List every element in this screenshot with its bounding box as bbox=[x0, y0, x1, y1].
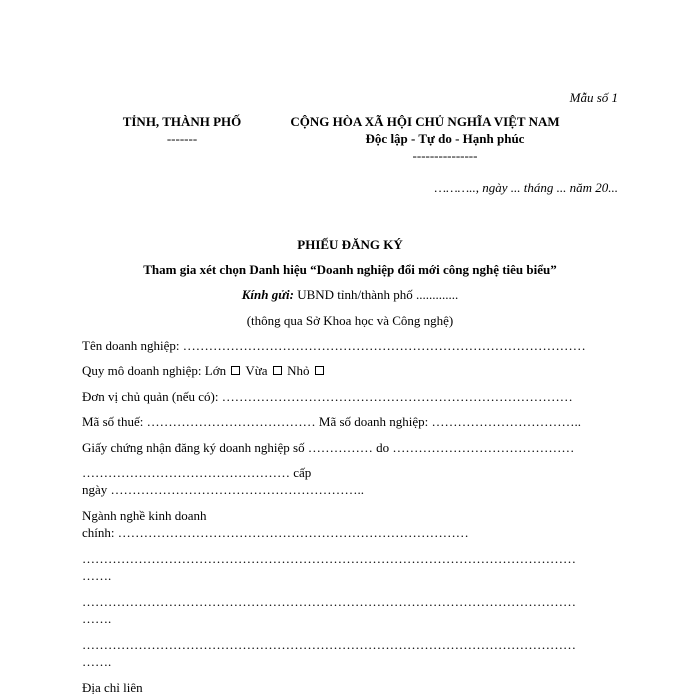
registration-cert-issuer: ………………………………………… cấp bbox=[82, 465, 312, 480]
address-label: Địa chỉ liên bbox=[82, 680, 143, 695]
recipient-line bbox=[0, 287, 700, 303]
scale-large-checkbox[interactable] bbox=[231, 366, 240, 375]
dotted-line: ……. bbox=[82, 611, 112, 626]
form-title: PHIẾU ĐĂNG KÝ bbox=[297, 237, 403, 252]
dotted-line: …………………………………………………………………………………………………… bbox=[82, 637, 576, 652]
form-number: Mẫu số 1 bbox=[569, 90, 618, 105]
date-line: ……….., ngày ... tháng ... năm 20... bbox=[434, 180, 618, 195]
governing-unit-field: Đơn vị chủ quản (nếu có): ……………………………………………………………………… bbox=[82, 389, 573, 404]
tax-code-field: Mã số thuế: ………………………………… Mã số doanh nghiệp: …………………………….. bbox=[82, 414, 582, 429]
motto-divider: --------------- bbox=[412, 148, 478, 163]
via-note: (thông qua Sở Khoa học và Công nghệ) bbox=[246, 313, 454, 328]
scale-medium-label: Vừa bbox=[245, 363, 268, 378]
scale-label: Quy mô doanh nghiệp: Lớn bbox=[82, 363, 227, 378]
province-divider: ------- bbox=[166, 131, 198, 146]
company-scale-field bbox=[82, 363, 326, 379]
business-label: Ngành nghề kinh doanh bbox=[82, 508, 207, 523]
recipient-value: UBND tỉnh/thành phố ............. bbox=[297, 287, 459, 302]
nation-heading: CỘNG HÒA XÃ HỘI CHỦ NGHĨA VIỆT NAM bbox=[290, 114, 560, 129]
registration-cert-field: Giấy chứng nhận đăng ký doanh nghiệp số …………… do …………………………………… bbox=[82, 440, 575, 455]
dotted-line: …………………………………………………………………………………………………… bbox=[82, 551, 576, 566]
recipient-label: Kính gửi: bbox=[241, 287, 294, 302]
business-field: chính: ……………………………………………………………………… bbox=[82, 525, 469, 540]
scale-medium-checkbox[interactable] bbox=[273, 366, 282, 375]
dotted-line: ……. bbox=[82, 654, 112, 669]
registration-cert-date: ngày ………………………………………………….. bbox=[82, 482, 365, 497]
dotted-line: ……. bbox=[82, 568, 112, 583]
motto: Độc lập - Tự do - Hạnh phúc bbox=[365, 131, 525, 146]
scale-small-checkbox[interactable] bbox=[315, 366, 324, 375]
scale-small-label: Nhỏ bbox=[287, 363, 310, 378]
form-subtitle: Tham gia xét chọn Danh hiệu “Doanh nghiệp đổi mới công nghệ tiêu biểu” bbox=[143, 262, 557, 277]
company-name-field: Tên doanh nghiệp: ………………………………………………………………………………… bbox=[82, 338, 586, 353]
province-heading: TỈNH, THÀNH PHỐ bbox=[122, 114, 242, 129]
dotted-line: …………………………………………………………………………………………………… bbox=[82, 594, 576, 609]
